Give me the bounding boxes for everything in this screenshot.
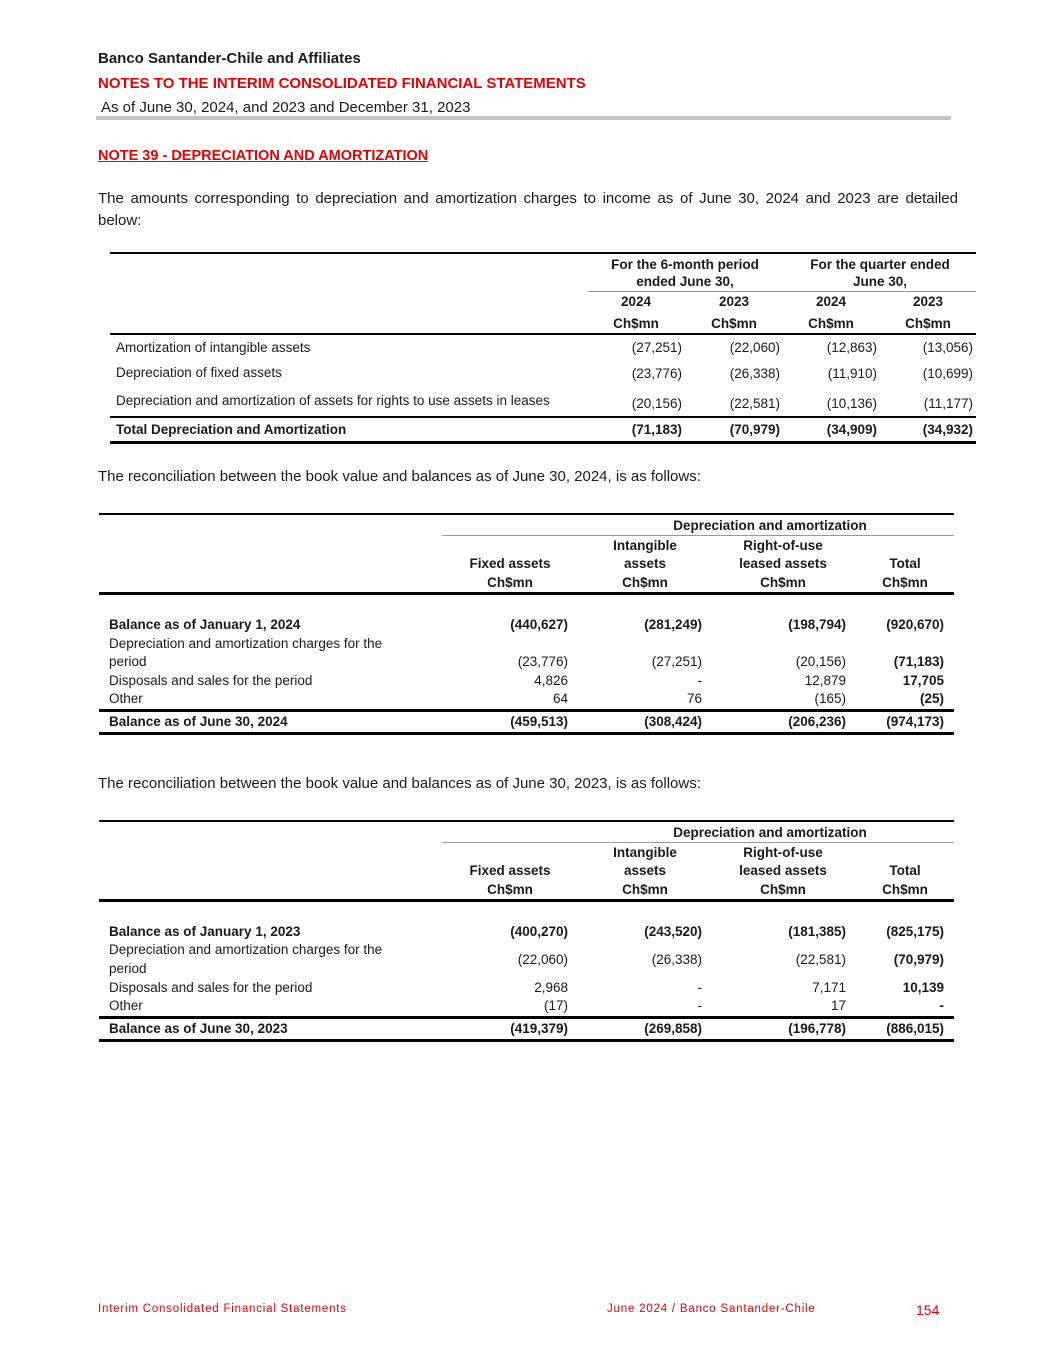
cell-value: - <box>697 673 702 688</box>
total-value: (886,015) <box>886 1021 944 1036</box>
total-label: Balance as of June 30, 2024 <box>109 714 288 729</box>
col-header: assets <box>623 556 667 571</box>
t1-unit: Ch$mn <box>905 316 951 331</box>
row-label: Disposals and sales for the period <box>109 980 313 995</box>
cell-value: (11,910) <box>827 366 877 381</box>
recon-bottom-rule <box>99 732 954 735</box>
recon-2024-intro: The reconciliation between the book value and balances as of June 30, 2024, is as follows: <box>98 468 701 485</box>
row-label: Balance as of January 1, 2024 <box>109 617 301 632</box>
cell-value: (70,979) <box>893 952 944 967</box>
cell-value: (23,776) <box>631 366 682 381</box>
header-divider <box>96 116 951 120</box>
total-value: (70,979) <box>729 422 780 437</box>
row-label: Depreciation and amortization charges for the <box>109 942 383 957</box>
t1-unit: Ch$mn <box>613 316 659 331</box>
cell-value: - <box>939 998 944 1013</box>
col-header: Right-of-use <box>743 538 823 553</box>
footer-left: Interim Consolidated Financial Statements <box>98 1303 347 1315</box>
cell-value: 76 <box>686 691 702 706</box>
cell-value: (20,156) <box>795 654 846 669</box>
cell-value: (13,056) <box>922 340 973 355</box>
notes-title: NOTES TO THE INTERIM CONSOLIDATED FINANCIAL STATEMENTS <box>98 75 586 92</box>
recon-group-header: Depreciation and amortization <box>673 518 867 533</box>
total-value: (269,858) <box>644 1021 702 1036</box>
col-header: Intangible <box>613 845 677 860</box>
recon-top-rule <box>99 513 954 515</box>
total-value: (459,513) <box>510 714 568 729</box>
recon-group-rule <box>442 842 954 843</box>
row-label: Balance as of January 1, 2023 <box>109 924 301 939</box>
cell-value: 2,968 <box>534 980 568 995</box>
cell-value: (10,136) <box>826 396 877 411</box>
col-unit: Ch$mn <box>882 882 928 897</box>
col-header: assets <box>623 863 667 878</box>
cell-value: (181,385) <box>788 924 846 939</box>
row-label: Depreciation and amortization charges for the <box>109 636 383 651</box>
recon-header-rule <box>99 899 954 902</box>
recon-2023-intro: The reconciliation between the book value and balances as of June 30, 2023, is as follows: <box>98 775 701 792</box>
col-header: Fixed assets <box>469 863 551 878</box>
recon-closing-top-rule <box>99 1016 954 1019</box>
cell-value: 7,171 <box>812 980 846 995</box>
row-label: Disposals and sales for the period <box>109 673 313 688</box>
cell-value: (27,251) <box>631 340 682 355</box>
cell-value: (25) <box>919 691 944 706</box>
cell-value: (400,270) <box>510 924 568 939</box>
recon-closing-top-rule <box>99 709 954 712</box>
as-of-date: As of June 30, 2024, and 2023 and December 31, 2023 <box>101 99 471 116</box>
total-value: (71,183) <box>631 422 682 437</box>
cell-value: (11,177) <box>923 396 973 411</box>
t1-group2-line2: June 30, <box>852 274 908 289</box>
cell-value: (243,520) <box>644 924 702 939</box>
t1-total-top-rule <box>110 416 976 418</box>
row-label: Depreciation of fixed assets <box>116 365 282 380</box>
col-unit: Ch$mn <box>622 882 668 897</box>
t1-year: 2023 <box>912 294 944 309</box>
t1-year: 2024 <box>620 294 652 309</box>
col-header: Intangible <box>613 538 677 553</box>
total-value: (34,909) <box>826 422 877 437</box>
cell-value: (22,581) <box>729 396 780 411</box>
col-unit: Ch$mn <box>760 575 806 590</box>
recon-top-rule <box>99 820 954 822</box>
col-header: leased assets <box>739 556 827 571</box>
col-header: Fixed assets <box>469 556 551 571</box>
cell-value: 12,879 <box>804 673 846 688</box>
cell-value: - <box>697 980 702 995</box>
col-header: Total <box>889 863 921 878</box>
cell-value: (27,251) <box>651 654 702 669</box>
total-value: (308,424) <box>644 714 702 729</box>
col-unit: Ch$mn <box>882 575 928 590</box>
t1-group-rule <box>588 291 976 292</box>
row-label: Amortization of intangible assets <box>116 340 311 355</box>
t1-year: 2023 <box>718 294 750 309</box>
table1-top-rule <box>110 252 976 254</box>
t1-unit: Ch$mn <box>711 316 757 331</box>
row-label: Other <box>109 998 143 1013</box>
t1-group1-line2: ended June 30, <box>636 274 734 289</box>
cell-value: (20,156) <box>631 396 682 411</box>
recon-group-header: Depreciation and amortization <box>673 825 867 840</box>
t1-header-rule <box>110 333 976 335</box>
recon-header-rule <box>99 592 954 595</box>
total-value: (419,379) <box>510 1021 568 1036</box>
cell-value: (920,670) <box>886 617 944 632</box>
cell-value: (23,776) <box>517 654 568 669</box>
cell-value: (17) <box>543 998 568 1013</box>
cell-value: (22,060) <box>517 952 568 967</box>
t1-unit: Ch$mn <box>808 316 854 331</box>
row-label: Depreciation and amortization of assets for rights to use assets in leases <box>116 393 550 408</box>
cell-value: (440,627) <box>510 617 568 632</box>
cell-value: (71,183) <box>893 654 944 669</box>
cell-value: 17,705 <box>902 673 944 688</box>
col-header: Right-of-use <box>743 845 823 860</box>
cell-value: (825,175) <box>886 924 944 939</box>
t1-group2-line1: For the quarter ended <box>810 257 950 272</box>
cell-value: (22,060) <box>729 340 780 355</box>
row-label: period <box>109 961 147 976</box>
total-value: (34,932) <box>922 422 973 437</box>
col-unit: Ch$mn <box>487 575 533 590</box>
t1-year: 2024 <box>815 294 847 309</box>
cell-value: 17 <box>830 998 846 1013</box>
cell-value: (22,581) <box>795 952 846 967</box>
cell-value: (26,338) <box>651 952 702 967</box>
cell-value: (165) <box>814 691 846 706</box>
cell-value: (10,699) <box>922 366 973 381</box>
col-header: Total <box>889 556 921 571</box>
col-unit: Ch$mn <box>760 882 806 897</box>
cell-value: 4,826 <box>534 673 568 688</box>
cell-value: - <box>697 998 702 1013</box>
cell-value: (12,863) <box>826 340 877 355</box>
total-label: Total Depreciation and Amortization <box>116 422 347 437</box>
row-label: period <box>109 654 147 669</box>
total-value: (206,236) <box>788 714 846 729</box>
col-unit: Ch$mn <box>487 882 533 897</box>
recon-bottom-rule <box>99 1039 954 1042</box>
col-unit: Ch$mn <box>622 575 668 590</box>
cell-value: (281,249) <box>644 617 702 632</box>
page-number: 154 <box>916 1302 940 1318</box>
t1-bottom-rule <box>110 441 976 444</box>
company-name: Banco Santander-Chile and Affiliates <box>98 50 361 67</box>
t1-group1-line1: For the 6-month period <box>611 257 759 272</box>
cell-value: (198,794) <box>788 617 846 632</box>
total-value: (196,778) <box>788 1021 846 1036</box>
recon-group-rule <box>442 535 954 536</box>
footer-center: June 2024 / Banco Santander-Chile <box>607 1303 816 1315</box>
cell-value: (26,338) <box>729 366 780 381</box>
col-header: leased assets <box>739 863 827 878</box>
cell-value: 10,139 <box>902 980 944 995</box>
cell-value: 64 <box>552 691 568 706</box>
note-title: NOTE 39 - DEPRECIATION AND AMORTIZATION <box>98 148 429 164</box>
row-label: Other <box>109 691 143 706</box>
note-intro: The amounts corresponding to depreciation and amortization charges to income as of June 30, 2024 and 2023 are detailed below: <box>98 190 958 229</box>
total-label: Balance as of June 30, 2023 <box>109 1021 288 1036</box>
total-value: (974,173) <box>886 714 944 729</box>
